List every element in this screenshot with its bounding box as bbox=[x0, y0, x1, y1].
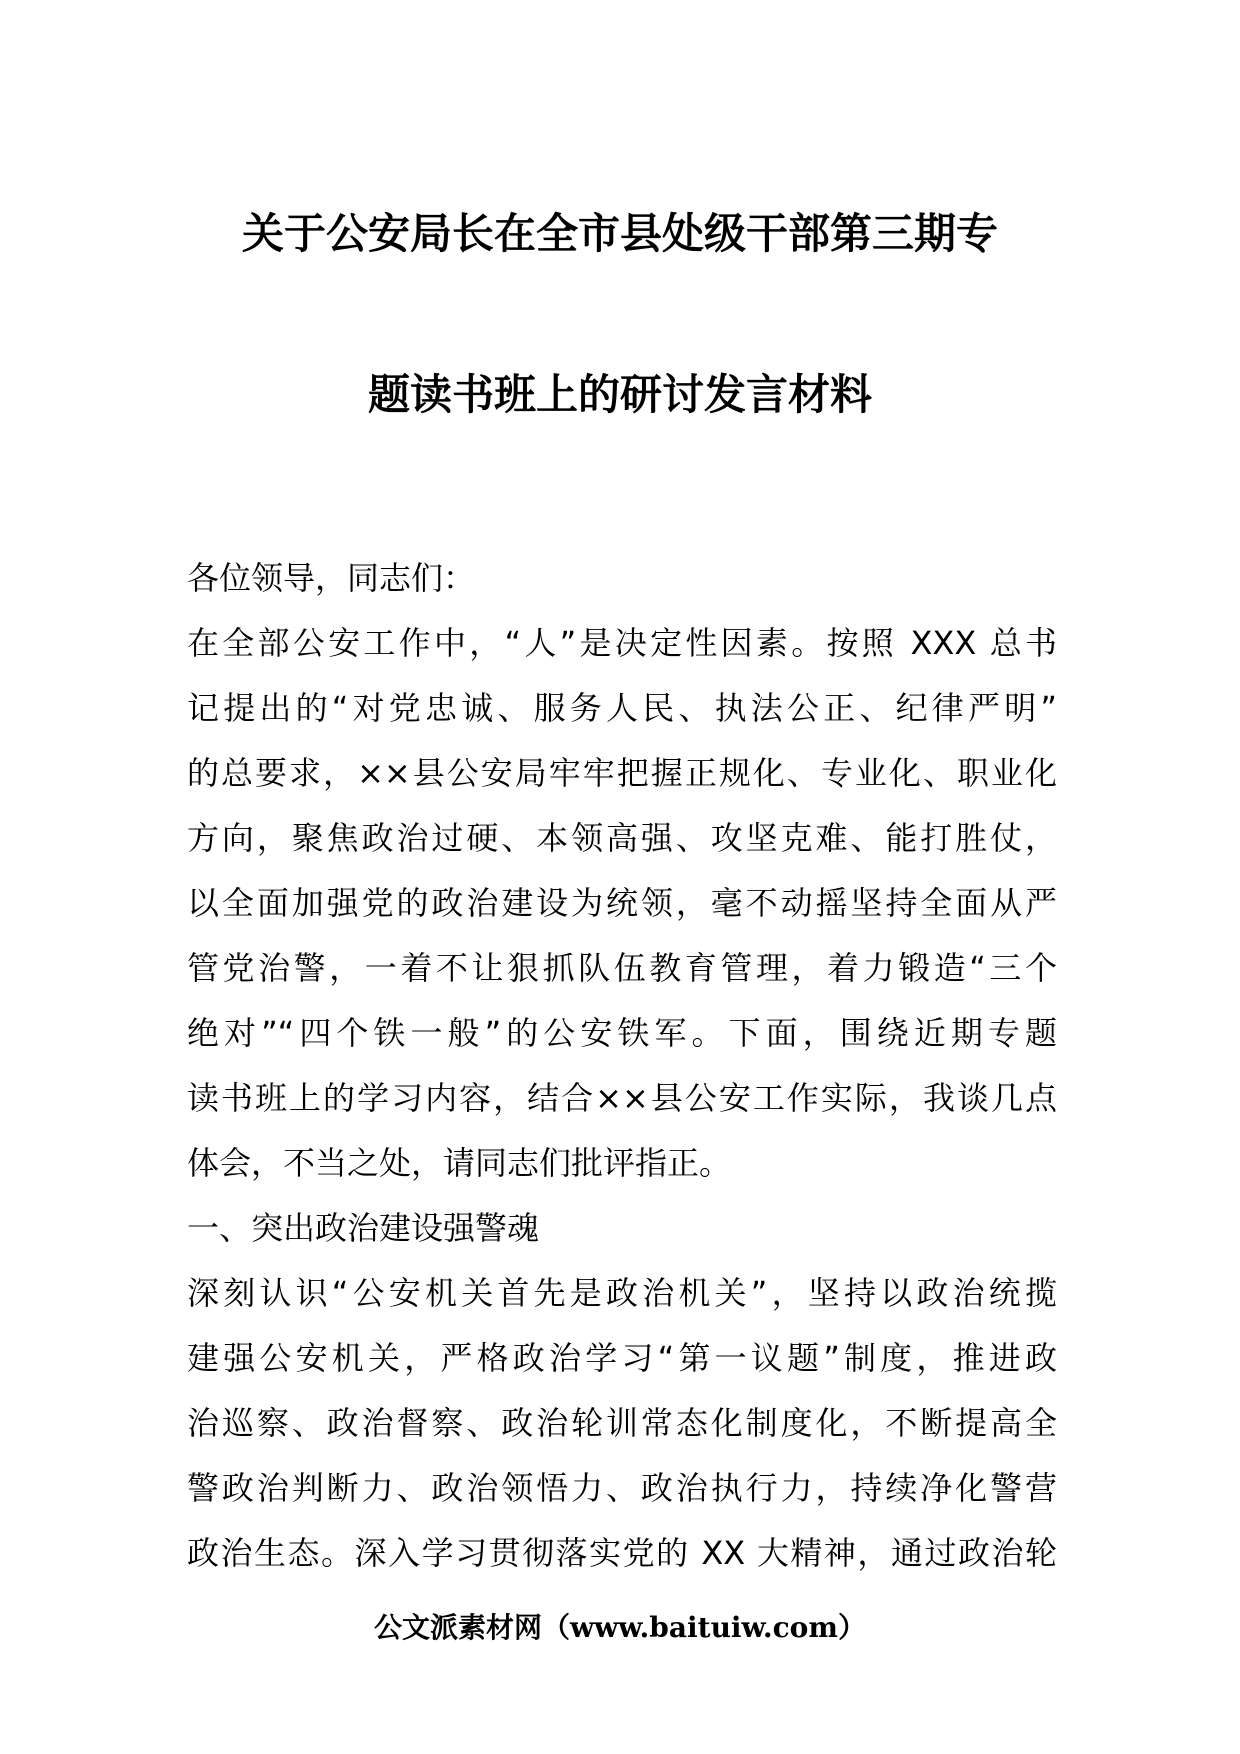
body-line: 建强公安机关，严格政治学习“第一议题”制度，推进政 bbox=[187, 1339, 1057, 1377]
body-line: 记提出的“对党忠诚、服务人民、执法公正、纪律严明” bbox=[187, 689, 1057, 727]
document-body bbox=[187, 546, 1057, 1586]
body-line: 读书班上的学习内容，结合××县公安工作实际，我谈几点 bbox=[187, 1079, 1057, 1117]
body-line: 政治生态。深入学习贯彻落实党的 XX 大精神，通过政治轮 bbox=[187, 1534, 1057, 1572]
document-title-line-1: 关于公安局长在全市县处级干部第三期专 bbox=[241, 209, 998, 258]
salutation: 各位领导，同志们： bbox=[187, 559, 476, 597]
body-line: 的总要求，××县公安局牢牢把握正规化、专业化、职业化 bbox=[187, 754, 1057, 792]
body-line: 管党治警，一着不让狠抓队伍教育管理，着力锻造“三个 bbox=[187, 949, 1057, 987]
body-line: 深刻认识“公安机关首先是政治机关”，坚持以政治统揽 bbox=[187, 1274, 1057, 1312]
body-line: 方向，聚焦政治过硬、本领高强、攻坚克难、能打胜仗， bbox=[187, 819, 1057, 857]
body-line: 在全部公安工作中，“人”是决定性因素。按照 XXX 总书 bbox=[187, 624, 1057, 662]
body-line: 以全面加强党的政治建设为统领，毫不动摇坚持全面从严 bbox=[187, 884, 1057, 922]
body-line: 绝对”“四个铁一般”的公安铁军。下面，围绕近期专题 bbox=[187, 1014, 1057, 1052]
body-line: 体会，不当之处，请同志们批评指正。 bbox=[187, 1144, 732, 1182]
document-title-line-2: 题读书班上的研讨发言材料 bbox=[367, 370, 872, 419]
footer-watermark: 公文派素材网（www.baituiw.com） bbox=[374, 1611, 866, 1644]
body-line: 治巡察、政治督察、政治轮训常态化制度化，不断提高全 bbox=[187, 1404, 1057, 1442]
body-line: 警政治判断力、政治领悟力、政治执行力，持续净化警营 bbox=[187, 1469, 1057, 1507]
section-heading: 一、突出政治建设强警魂 bbox=[187, 1209, 540, 1247]
